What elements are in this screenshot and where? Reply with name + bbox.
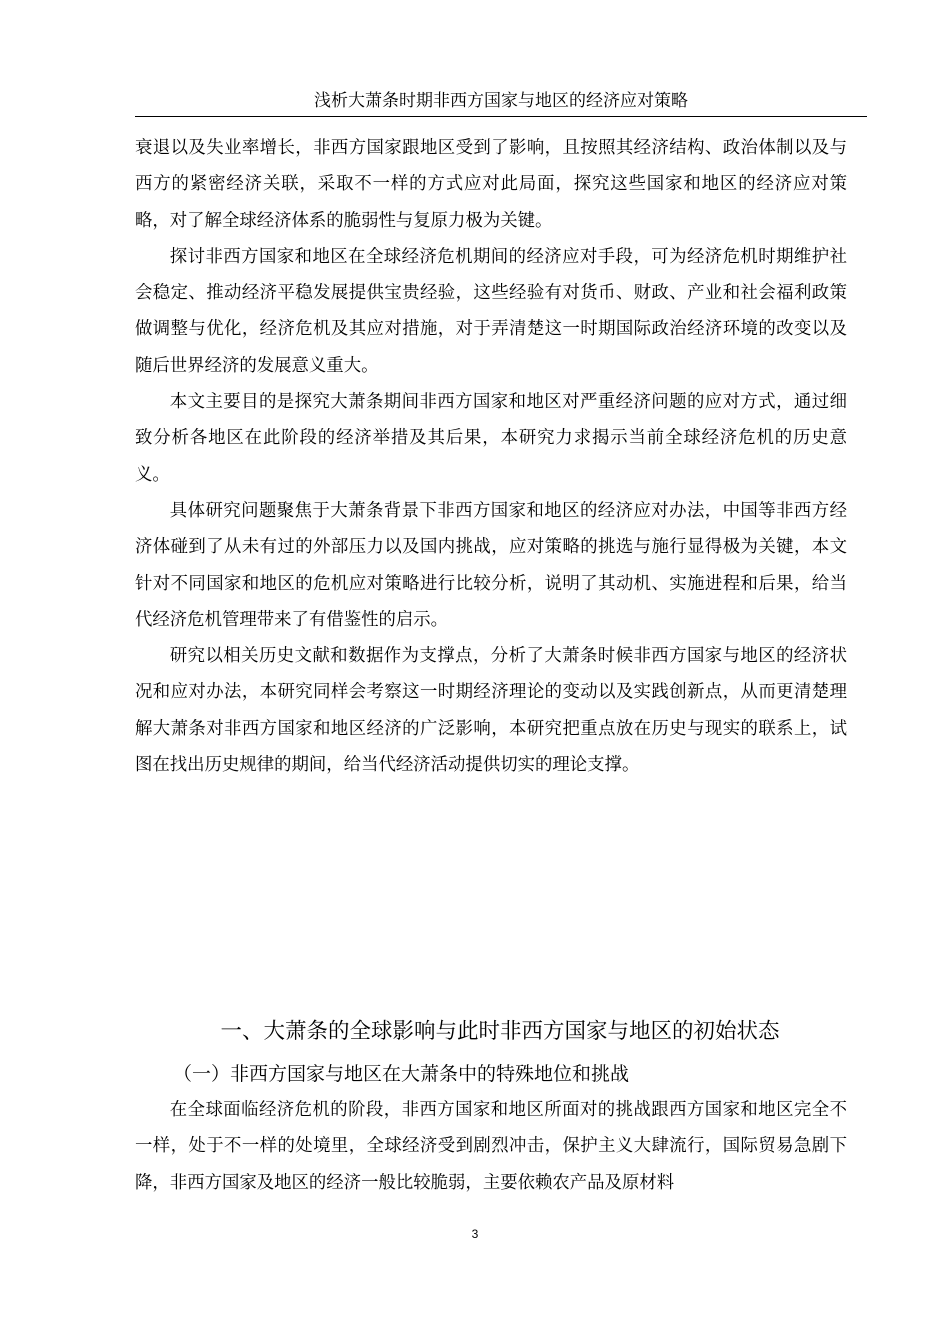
paragraph-continuation: 衰退以及失业率增长，非西方国家跟地区受到了影响，且按照其经济结构、政治体制以及与西方的紧密经济关联，采取不一样的方式应对此局面，探究这些国家和地区的经济应对策略，对了解全球经济体系的脆弱性与复原力极为关键。 (135, 138, 847, 231)
section-body-text (135, 1092, 847, 1201)
paragraph: 具体研究问题聚焦于大萧条背景下非西方国家和地区的经济应对办法，中国等非西方经济体碰到了从未有过的外部压力以及国内挑战，应对策略的挑选与施行显得极为关键，本文针对不同国家和地区的危机应对策略进行比较分析，说明了其动机、实施进程和后果，给当代经济危机管理带来了有借鉴性的启示。 (135, 500, 847, 630)
paragraph: 在全球面临经济危机的阶段，非西方国家和地区所面对的挑战跟西方国家和地区完全不一样，处于不一样的处境里，全球经济受到剧烈冲击，保护主义大肆流行，国际贸易急剧下降，非西方国家及地区的经济一般比较脆弱，主要依赖农产品及原材料 (135, 1100, 847, 1193)
running-header: 浅析大萧条时期非西方国家与地区的经济应对策略 (314, 91, 688, 111)
subsection-heading: （一）非西方国家与地区在大萧条中的特殊地位和挑战 (173, 1063, 630, 1085)
header-rule (135, 116, 867, 117)
paragraph: 研究以相关历史文献和数据作为支撑点，分析了大萧条时候非西方国家与地区的经济状况和应对办法，本研究同样会考察这一时期经济理论的变动以及实践创新点，从而更清楚理解大萧条对非西方国家和地区经济的广泛影响，本研究把重点放在历史与现实的联系上，试图在找出历史规律的期间，给当代经济活动提供切实的理论支撑。 (135, 646, 847, 776)
paragraph: 探讨非西方国家和地区在全球经济危机期间的经济应对手段，可为经济危机时期维护社会稳定、推动经济平稳发展提供宝贵经验，这些经验有对货币、财政、产业和社会福利政策做调整与优化，经济危机及其应对措施，对于弄清楚这一时期国际政治经济环境的改变以及随后世界经济的发展意义重大。 (135, 246, 847, 376)
paragraph: 本文主要目的是探究大萧条期间非西方国家和地区对严重经济问题的应对方式，通过细致分析各地区在此阶段的经济举措及其后果，本研究力求揭示当前全球经济危机的历史意义。 (135, 392, 847, 485)
page-number: 3 (471, 1227, 479, 1241)
section-heading: 一、大萧条的全球影响与此时非西方国家与地区的初始状态 (220, 1019, 780, 1044)
body-text (135, 130, 847, 783)
